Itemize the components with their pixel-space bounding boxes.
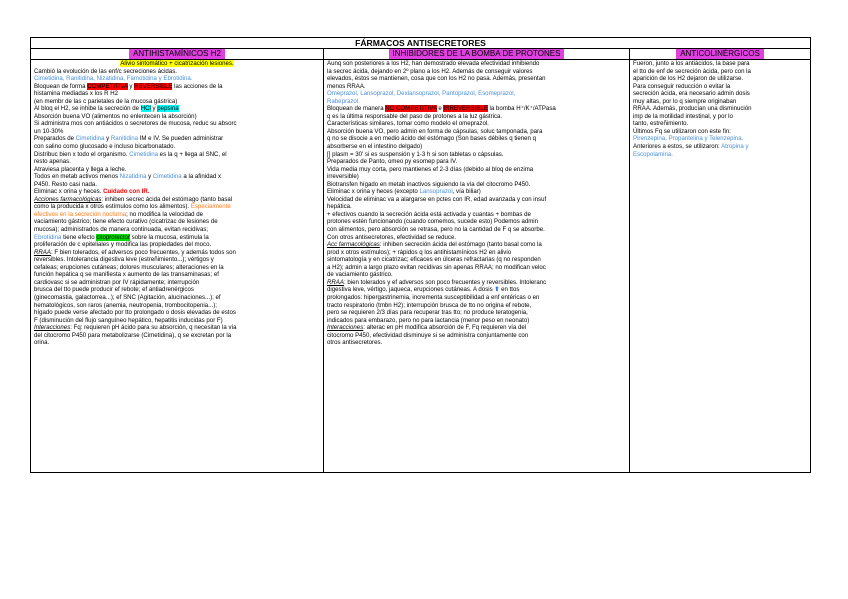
ibp-drugs: Omeprazol, Lansoprazol, Dexlansoprazol, Pantoprazol, Esomeprazol, xyxy=(327,90,516,98)
ibp-line: [] plasm = 30' si es suspensión y 1-3 h si son tabletas o cápsulas. xyxy=(327,150,504,158)
antihist-line: F (disminución del flujo sanguíneo hepático, hepatitis inducidas por F) xyxy=(34,316,223,324)
antihist-drugs: Cimetidina, Ranitidina, Nizatidina, Famotidina y Ebrotidina. xyxy=(34,75,193,83)
ibp-line: pero se requieren 2/3 días para recuperar tras tto; no produce teratogenia, xyxy=(327,309,528,317)
antihist-line: Eliminac x orina y heces. Cuidado con IR. xyxy=(34,188,150,196)
ibp-line: prod x otros estímulos); + rápidos q los antihistamínicos H2 en alivio xyxy=(327,248,512,256)
ibp-line: menos RRAA. xyxy=(327,82,366,90)
header-antihistaminicos: ANTIHISTAMÍNICOS H2 xyxy=(31,49,324,60)
ibp-line: q es la última responsable del paso de protones a la luz gástrica. xyxy=(327,112,503,120)
antihist-line: Bloquean de forma COMPETITIVA y REVERSIBLE las acciones de la xyxy=(34,82,223,90)
antihist-line: orina. xyxy=(34,339,50,347)
ibp-line: Aunq son posteriores a los H2, han demostrado elevada efectividad inhibiendo xyxy=(327,60,540,67)
antihistaminicos-column xyxy=(31,60,324,473)
ibp-line: protones estén funcionando (cuando comemos, sucede esto) Podemos admin xyxy=(327,218,539,226)
ibp-line: tracto respiratorio (tmbn H2); interrupción brusca de tto no origina ef rebote, xyxy=(327,301,532,309)
ibp-line: Velocidad de eliminac va a alargarse en pctes con IR, edad avanzada y con insuf xyxy=(327,195,547,203)
antihist-line: Absorción buena VO (alimentos no enlentecen la absorción) xyxy=(34,112,197,120)
antihist-line: RRAA: F bien tolerados, ef adversos poco frecuentes, y además todos son xyxy=(34,248,236,256)
antihist-line: con salino como glucosado e incluso bicarbonatado. xyxy=(34,143,176,151)
antihist-line: Alivio sintomático + cicatrización lesiones. xyxy=(120,60,234,67)
anticol-drugs: Escopolamina. xyxy=(633,150,673,158)
antihist-line: Interacciones: Fq: requieren pH ácido para su absorción, q necesitan la vía xyxy=(34,324,237,332)
ibp-line: Bloquean de manera NO COMPETITIVA e IRREVERSIBLE la bomba H⁺/K⁺/ATPasa xyxy=(327,105,556,113)
anticol-line: secreción ácida, era necesario admin dosis xyxy=(633,90,750,98)
ibp-line: RRAA: bien tolerados y ef adversos son poco frecuentes y reversibles. Intoleranc xyxy=(327,278,547,286)
antihist-line: como la producida x otros estímulos como los alimentos). Especialmente xyxy=(34,203,231,211)
antihist-line: del citocromo P450 para metabolizarse (Cimetidina), q se excretan por la xyxy=(34,331,232,339)
anticol-line: el tto de enf de secreción ácida, pero con la xyxy=(633,67,751,75)
ibp-line: Interacciones: alterac en pH modifica absorción de F, Fq requieren vía del xyxy=(327,324,527,332)
antihist-line: Al bloq el H2, se inhibe la secreción de HCl y pepsina xyxy=(34,105,179,113)
antihist-line: Atraviesa placenta y llega a leche. xyxy=(34,165,127,173)
antihist-line: hígado puede verse afectado por tto prolongado o dosis elevadas de estos xyxy=(34,309,236,317)
header-anticolinergicos: ANTICOLINÉRGICOS xyxy=(630,49,811,60)
ibp-drugs: Rabeprazol. xyxy=(327,97,360,105)
ibp-line: indicados para embarazo, pero no para lactancia (menor peso en neonato) xyxy=(327,316,530,324)
antihist-line: cefaleas; erupciones cutáneas; dolores musculares; alteraciones en la xyxy=(34,263,224,271)
table-title: FÁRMACOS ANTISECRETORES xyxy=(31,38,811,49)
antihist-line: Cambió la evolución de las enf/c secreciones ácidas. xyxy=(34,67,177,75)
ibp-line: irreversible) xyxy=(327,173,359,181)
antihist-line: Acciones farmacológicas: inhiben secrec ácida del estómago (tanto basal xyxy=(34,195,233,203)
ibp-line: de vaciamiento gástrico. xyxy=(327,271,393,279)
ibp-line: + efectivos cuando la secreción ácida está activada y cuantas + bombas de xyxy=(327,210,531,218)
antihist-line: histamina mediadas x los R H2 xyxy=(34,90,118,98)
anticol-line: Fueron, junto a los antiácidos, la base para xyxy=(633,60,750,67)
ibp-line: q no se disocie a en medio ácido del estómago (Son bases débiles q tienen q xyxy=(327,135,537,143)
antisecretory-table xyxy=(30,37,811,473)
ibp-line: Preparados de Panto, omeo py esomep para IV. xyxy=(327,158,458,166)
ibp-line: con alimentos, pero absorción se retrasa, pero no la cantidad de F q se absorbe. xyxy=(327,226,545,234)
anticol-line: tanto, estreñimiento. xyxy=(633,120,689,128)
up-arrow-icon: ⬆ xyxy=(494,286,500,294)
antihist-line: Preparados de Cimetidina y Ranitidina IM e IV. Se pueden administrar xyxy=(34,135,224,143)
ibp-line: hepática. xyxy=(327,203,352,211)
anticol-line: muy altas, por lo q siempre originaban xyxy=(633,97,737,105)
ibp-line: Características similares, tomar como modelo el omeprazol. xyxy=(327,120,489,128)
ibp-line: prolongados: hipergastrinemia, incrementa susceptibilidad a enf entéricas o en xyxy=(327,293,540,301)
ibp-line: digestiva leve, vértigo, jaqueca, erupciones cutáneas. A dosis ⬆ en ttos xyxy=(327,286,520,294)
antihist-line: P450. Resto casi nada. xyxy=(34,180,98,188)
antihist-line: mucosa); administrados de manera continuada, evitan recidivas; xyxy=(34,226,209,234)
document-page xyxy=(30,37,810,473)
antihist-line: Distribuc bien x todo el organismo. Cimetidina es la q + llega al SNC, el xyxy=(34,150,227,158)
ibp-line: Absorción buena VO, pero admin en forma de cápsulas, soluc tamponada, para xyxy=(327,127,543,135)
antihist-line: Ebrotidina tiene efecto citoprotector sobre la mucosa, estimula la xyxy=(34,233,209,241)
antihist-line: brusca del tto puede producir ef rebote; ef antiadrenérgicos xyxy=(34,286,194,294)
ibp-line: Biotransfen hígado en metab inactivos siguiendo la vía del citocromo P450. xyxy=(327,180,531,188)
antihist-line: un 10-30% xyxy=(34,127,64,135)
header-ibp: INHIBIDORES DE LA BOMBA DE PROTONES xyxy=(324,49,630,60)
ibp-line: Con otros antisecretores, efectividad se reduce. xyxy=(327,233,457,241)
antihist-line: función hepática q se manifiesta x aumento de las transaminasas; ef xyxy=(34,271,219,279)
anticol-line: Para conseguir reducción o evitar la xyxy=(633,82,731,90)
ibp-line: Acc farmacológicas: inhiben secreción ácida del estómago (tanto basal como la xyxy=(327,241,542,249)
antihist-line: vaciamiento gástrico; tiene efecto curativo (cicatrizac de lesiones de xyxy=(34,218,218,226)
anticol-line: imp de la motilidad intestinal, y por lo xyxy=(633,112,733,120)
antihist-line: hematológicos, son raros (anemia, neutropenia, trombocitopenia...); xyxy=(34,301,217,309)
ibp-line: otros antisecretores. xyxy=(327,339,383,347)
ibp-line: Vida media muy corta, pero mantienes ef 2-3 días (debido al bloq de enzima xyxy=(327,165,534,173)
antihist-line: efectivos en la secreción nocturna; no modifica la velocidad de xyxy=(34,210,204,218)
ibp-line: sintomatología y en cicatrizac; eficaces en úlceras refractarias (q no responden xyxy=(327,256,541,264)
ibp-line: la secrec ácida, dejando en 2º plano a los H2. Además de conseguir valores xyxy=(327,67,533,75)
anticolinergicos-column xyxy=(630,60,811,473)
anticol-line: aparición de los H2 dejaron de utilizarse. xyxy=(633,75,744,83)
anticol-line: Últimos Fq se utilizaron con este fin: xyxy=(633,127,731,135)
anticol-line: RRAA. Además, producían una disminución xyxy=(633,105,752,113)
antihist-line: Si administra mos con antiácidos o secretores de mucosa, reduc su absorc xyxy=(34,120,237,128)
antihist-line: cardiovasc si se administran por IV rápidamente; interrupción xyxy=(34,278,200,286)
ibp-column xyxy=(324,60,630,473)
antihist-line: (ginecomastia, galactorrea...); ef SNC (Agitación, alucinaciones...); ef xyxy=(34,293,221,301)
ibp-line: elevados, éstos se mantienen, cosa que con los H2 no pasa. Además, presentan xyxy=(327,75,546,83)
ibp-line: Eliminac x orina y heces (excepto Lansoprazol, vía biliar) xyxy=(327,188,481,196)
antihist-line: proliferación de c epiteliales y modifica las propiedades del moco. xyxy=(34,241,212,249)
anticol-line: Anteriores a estos, se utilizaron: Atropina y xyxy=(633,143,749,151)
ibp-line: citocromo P450, efectividad disminuye si se administra conjuntamente con xyxy=(327,331,529,339)
ibp-line: a H2); admin a largo plazo evitan recidivas sin apenas RRAA; no modifican veloc xyxy=(327,263,546,271)
antihist-line: reversibles. Intolerancia digestiva leve (estreñimiento...); vértigos y xyxy=(34,256,214,264)
ibp-line: absorberse en el intestino delgado) xyxy=(327,143,423,151)
antihist-line: Todos en metab activos menos Nizatidina y Cimetidina a la afinidad x xyxy=(34,173,222,181)
antihist-line: resto apenas. xyxy=(34,158,71,166)
anticol-drugs: Pirenzepina, Propantelina y Telenzepina. xyxy=(633,135,744,143)
antihist-line: (en membr de las c parietales de la mucosa gástrica) xyxy=(34,97,178,105)
